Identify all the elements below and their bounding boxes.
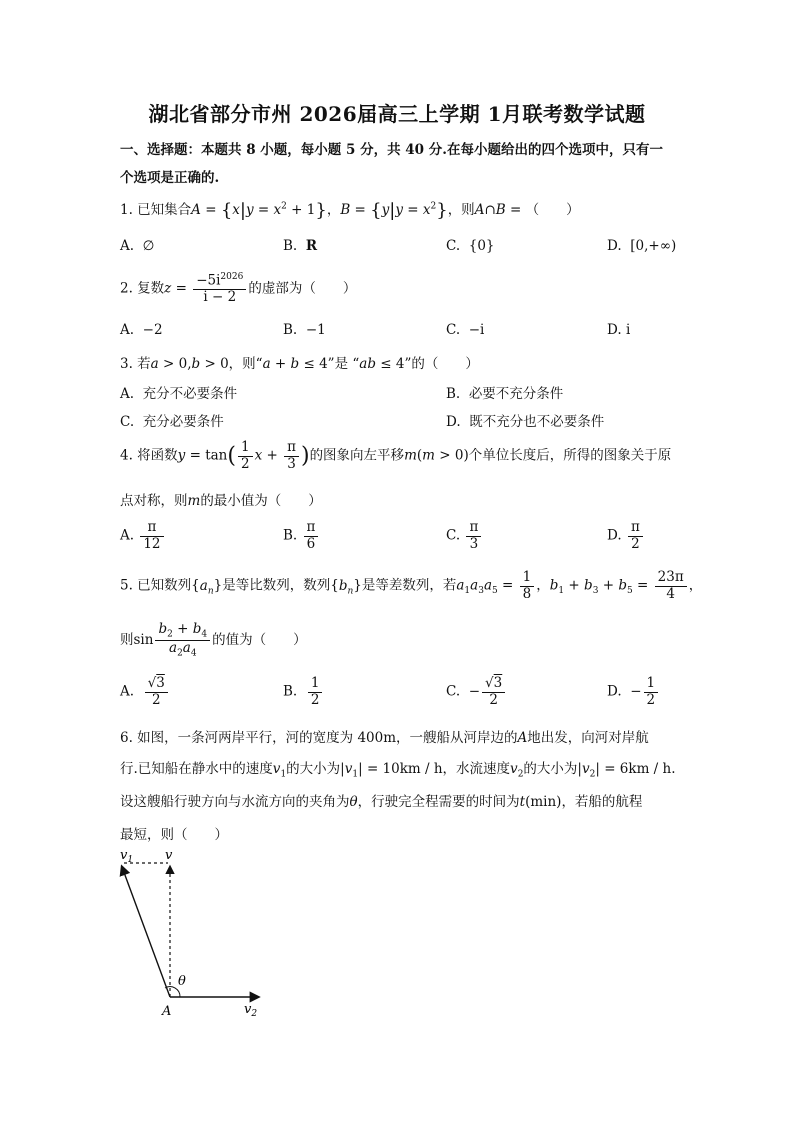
q5-option-a[interactable]: A. $\frac{√3}{2}$ xyxy=(120,676,170,708)
A-label: A xyxy=(162,1004,172,1019)
v1-label: $v_1$ xyxy=(120,848,134,865)
question-2-stem: 2. 复数z = $\frac{-5i^{2026}}{i - 2}$ 的虚部为（ ） xyxy=(120,272,357,306)
q2-option-c[interactable]: C. −i xyxy=(446,322,485,338)
q3-option-d[interactable]: D. 既不充分也不必要条件 xyxy=(446,414,605,430)
q4-option-a[interactable]: A. $\frac{\pi}{12}$ xyxy=(120,520,166,552)
question-6-line-3: 设这艘船行驶方向与水流方向的夹角为θ，行驶完全程需要的时间为t(min)，若船的航程 xyxy=(120,794,643,810)
q3-option-b[interactable]: B. 必要不充分条件 xyxy=(446,386,564,402)
q4-option-c[interactable]: C. $\frac{\pi}{3}$ xyxy=(446,520,483,552)
question-6-line-1: 6. 如图，一条河两岸平行，河的宽度为 400m，一艘船从河岸边的A地出发，向河对岸航 xyxy=(120,730,649,746)
question-1-stem: 1. 已知集合$A = \{x|y = x^2 + 1\}$，$B = \{y|y = x^2\}$，则A∩B = （ ） xyxy=(120,200,580,221)
v2-label: $v_2$ xyxy=(244,1002,258,1019)
q2-option-b[interactable]: B. −1 xyxy=(283,322,326,338)
v1-vector xyxy=(122,867,170,997)
question-4-stem: 4. 将函数y = tan( $\frac{1}{2}$ x + $\frac{\pi}{3}$ )的图象向左平移m(m > 0)个单位长度后，所得的图象关于原 xyxy=(120,439,672,472)
q3-option-c[interactable]: C. 充分必要条件 xyxy=(120,414,224,430)
question-5-stem-cont: 则sin $\frac{b_2 + b_4}{a_2a_4}$ 的值为（ ） xyxy=(120,621,307,659)
question-6-line-2: 行.已知船在静水中的速度$v_1$的大小为$|v_1| = 10km / h$，水流速度$v_2$的大小为$|v_2| = 6km / h$. xyxy=(120,761,676,780)
question-5-stem: 5. 已知数列$\{a_n\}$是等比数列，数列$\{b_n\}$是等差数列，若$a_1a_3a_5$ = $\frac{1}{8}$ ，$b_1 + b_3 + b_5$ = $\frac{23\pi}{4}$ ， xyxy=(120,569,703,602)
q2-option-a[interactable]: A. −2 xyxy=(120,322,163,338)
q5-option-b[interactable]: B. $\frac{1}{2}$ xyxy=(283,676,324,708)
q1-option-d[interactable]: D. [0,+∞) xyxy=(607,238,677,254)
q3-option-a[interactable]: A. 充分不必要条件 xyxy=(120,386,238,402)
q2-option-d[interactable]: D. i xyxy=(607,322,631,338)
q1-option-b[interactable]: B. R xyxy=(283,238,318,254)
q1-option-c[interactable]: C. {0} xyxy=(446,238,495,254)
question-4-stem-cont: 点对称，则m的最小值为（ ） xyxy=(120,493,322,509)
q1-option-a[interactable]: A. ∅ xyxy=(120,238,155,254)
v-label: v xyxy=(165,848,173,863)
q4-option-b[interactable]: B. $\frac{\pi}{6}$ xyxy=(283,520,320,552)
q5-option-c[interactable]: C. − $\frac{√3}{2}$ xyxy=(446,676,507,708)
q4-option-d[interactable]: D. $\frac{\pi}{2}$ xyxy=(607,520,645,552)
question-3-stem: 3. 若a > 0,b > 0，则“a + b ≤ 4”是 “ab ≤ 4”的（ ） xyxy=(120,356,479,372)
section-heading: 一、选择题：本题共 8 小题，每小题 5 分，共 40 分.在每小题给出的四个选项中，只有一 xyxy=(120,142,663,158)
section-heading-cont: 个选项是正确的. xyxy=(120,170,220,186)
vector-figure xyxy=(110,845,280,1025)
page-title: 湖北省部分市州 2026届高三上学期 1月联考数学试题 xyxy=(148,102,646,126)
theta-label: θ xyxy=(178,974,186,989)
q5-option-d[interactable]: D. − $\frac{1}{2}$ xyxy=(607,676,660,708)
question-6-line-4: 最短，则（ ） xyxy=(120,827,228,843)
